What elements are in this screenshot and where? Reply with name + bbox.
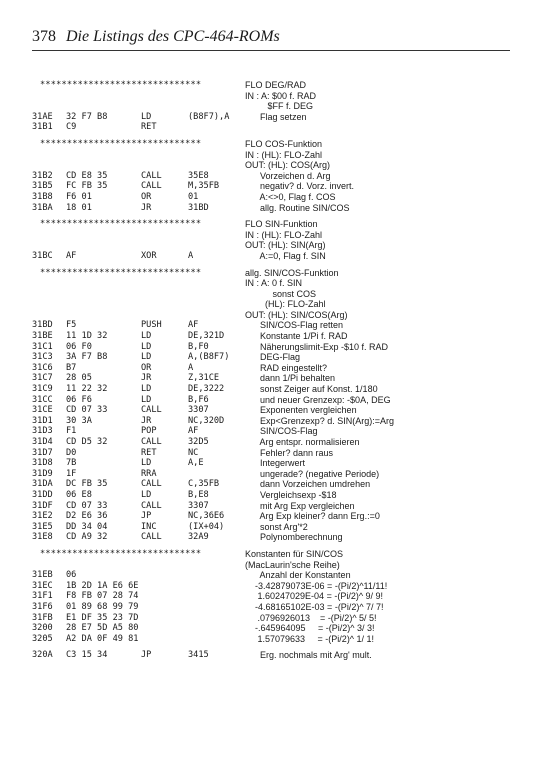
opcode-bytes: E1 DF 35 23 7D — [66, 612, 139, 623]
listing-line — [32, 395, 510, 406]
listing-line — [32, 560, 510, 571]
listing-line — [32, 342, 510, 353]
page-number: 378 — [32, 28, 56, 45]
opcode-bytes: 01 89 68 99 79 — [66, 601, 139, 612]
listing-line — [32, 310, 510, 321]
operand: (IX+04) — [188, 521, 225, 532]
listing-line — [32, 522, 510, 533]
opcode-bytes: 18 01 — [66, 202, 92, 213]
listing-line — [32, 230, 510, 241]
comment: SIN/COS-Flag — [245, 426, 318, 437]
opcode-bytes: CD 07 33 — [66, 500, 108, 511]
mnemonic: CALL — [141, 170, 162, 181]
listing-line — [32, 437, 510, 448]
listing-line — [32, 501, 510, 512]
operand: Z,31CE — [188, 373, 220, 384]
listing-line — [32, 405, 510, 416]
listing-line — [32, 532, 510, 543]
mnemonic: JP — [141, 511, 152, 522]
operand: AF — [188, 320, 199, 331]
operand: 3307 — [188, 405, 209, 416]
listing-line — [32, 549, 510, 560]
address: 31FB — [32, 612, 53, 623]
opcode-bytes: 11 1D 32 — [66, 331, 108, 342]
address: 3200 — [32, 623, 53, 634]
opcode-bytes: 1F — [66, 468, 77, 479]
operand: 01 — [188, 191, 199, 202]
separator: ****************************** — [40, 548, 202, 559]
address: 31F1 — [32, 591, 53, 602]
mnemonic: JP — [141, 650, 152, 661]
comment: Näherungslimit-Exp -$10 f. RAD — [245, 341, 389, 352]
page-header — [32, 28, 280, 46]
comment: Exp<Grenzexp? d. SIN(Arg):=Arg — [245, 415, 395, 426]
operand: 31BD — [188, 202, 209, 213]
listing-line — [32, 160, 510, 171]
mnemonic: XOR — [141, 250, 157, 261]
opcode-bytes: F5 — [66, 320, 77, 331]
listing-line — [32, 112, 510, 123]
mnemonic: CALL — [141, 500, 162, 511]
listing-line — [32, 416, 510, 427]
operand: 3307 — [188, 500, 209, 511]
operand: A — [188, 250, 194, 261]
address: 31BE — [32, 331, 53, 342]
listing-line — [32, 650, 510, 661]
address: 31BA — [32, 202, 53, 213]
opcode-bytes: F6 01 — [66, 191, 92, 202]
listing-line — [32, 240, 510, 251]
mnemonic: LD — [141, 384, 152, 395]
listing-line — [32, 181, 510, 192]
opcode-bytes: 7B — [66, 458, 77, 469]
mnemonic: CALL — [141, 405, 162, 416]
listing-line — [32, 602, 510, 613]
operand: DE,321D — [188, 331, 225, 342]
opcode-bytes: CD 07 33 — [66, 405, 108, 416]
comment: Polynomberechnung — [245, 532, 343, 543]
opcode-bytes: D2 E6 36 — [66, 511, 108, 522]
operand: 3415 — [188, 650, 209, 661]
listing-line — [32, 490, 510, 501]
page-title: Die Listings des CPC-464-ROMs — [66, 28, 280, 45]
mnemonic: CALL — [141, 437, 162, 447]
comment: Konstante 1/Pi f. RAD — [245, 331, 348, 342]
comment: $FF f. DEG — [245, 101, 314, 112]
address: 31C3 — [32, 352, 53, 363]
comment: negativ? d. Vorz. invert. — [245, 181, 355, 192]
listing-line — [32, 91, 510, 102]
address: 31C7 — [32, 373, 53, 384]
opcode-bytes: 28 E7 5D A5 80 — [66, 623, 139, 634]
separator: ****************************** — [40, 219, 202, 230]
listing-line — [32, 613, 510, 624]
comment: RAD eingestellt? — [245, 362, 328, 373]
operand: C,35FB — [188, 479, 220, 490]
mnemonic: POP — [141, 426, 157, 437]
comment: A:<>0, Flag f. COS — [245, 191, 336, 202]
listing-block — [32, 219, 510, 261]
opcode-bytes: CD D5 32 — [66, 437, 108, 447]
comment: OUT: (HL): SIN(Arg) — [245, 240, 326, 251]
mnemonic: LD — [141, 489, 152, 500]
comment: sonst Arg'*2 — [245, 521, 308, 532]
comment: und neuer Grenzexp: -$0A, DEG — [245, 394, 391, 405]
listing-line — [32, 426, 510, 437]
mnemonic: LD — [141, 331, 152, 342]
comment: Vergleichsexp -$18 — [245, 489, 337, 500]
listing-line — [32, 479, 510, 490]
header-rule — [32, 50, 510, 51]
opcode-bytes: 32 F7 B8 — [66, 111, 108, 122]
listing-line — [32, 448, 510, 459]
comment: A:=0, Flag f. SIN — [245, 250, 326, 261]
comment: FLO COS-Funktion — [245, 138, 323, 149]
comment: Anzahl der Konstanten — [245, 570, 351, 581]
comment: (HL): FLO-Zahl — [245, 299, 326, 310]
separator: ****************************** — [40, 80, 202, 90]
address: 31DD — [32, 489, 53, 500]
opcode-bytes: AF — [66, 250, 77, 261]
mnemonic: RRA — [141, 468, 157, 479]
address: 31BC — [32, 250, 53, 261]
opcode-bytes: CD A9 32 — [66, 532, 108, 543]
listing-line — [32, 122, 510, 133]
mnemonic: PUSH — [141, 320, 162, 331]
comment: Flag setzen — [245, 111, 307, 122]
listing-line — [32, 150, 510, 161]
address: 320A — [32, 650, 53, 661]
comment: IN : (HL): FLO-Zahl — [245, 229, 323, 240]
mnemonic: INC — [141, 521, 157, 532]
operand: B,F6 — [188, 394, 209, 405]
operand: 32A9 — [188, 532, 209, 543]
comment: IN : (HL): FLO-Zahl — [245, 149, 323, 160]
listing-line — [32, 331, 510, 342]
operand: B,F0 — [188, 341, 209, 352]
opcode-bytes: C3 15 34 — [66, 650, 108, 661]
opcode-bytes: 11 22 32 — [66, 384, 108, 395]
address: 31E5 — [32, 521, 53, 532]
comment: dann 1/Pi behalten — [245, 373, 336, 384]
mnemonic: LD — [141, 394, 152, 405]
comment: FLO DEG/RAD — [245, 80, 307, 90]
opcode-bytes: FC FB 35 — [66, 181, 108, 192]
address: 31B1 — [32, 122, 53, 133]
operand: NC — [188, 447, 199, 458]
opcode-bytes: 06 F6 — [66, 394, 92, 405]
comment: IN : A: 0 f. SIN — [245, 278, 303, 289]
operand: M,35FB — [188, 181, 220, 192]
listing-block — [32, 139, 510, 213]
address: 31C9 — [32, 384, 53, 395]
listing-line — [32, 299, 510, 310]
listing-line — [32, 384, 510, 395]
listing-line — [32, 623, 510, 634]
address: 31B2 — [32, 170, 53, 181]
address: 31E8 — [32, 532, 53, 543]
opcode-bytes: F1 — [66, 426, 77, 437]
comment: Arg entspr. normalisieren — [245, 437, 360, 447]
opcode-bytes: 28 05 — [66, 373, 92, 384]
address: 31B8 — [32, 191, 53, 202]
listing-line — [32, 268, 510, 279]
listing-line — [32, 373, 510, 384]
mnemonic: RET — [141, 122, 157, 133]
address: 31F6 — [32, 601, 53, 612]
listing-line — [32, 139, 510, 150]
comment: .0796926013 = -(Pi/2)^ 5/ 5! — [245, 612, 377, 623]
address: 31D1 — [32, 415, 53, 426]
mnemonic: CALL — [141, 181, 162, 192]
listing-line — [32, 289, 510, 300]
operand: B,E8 — [188, 489, 209, 500]
comment: 1.60247029E-04 = -(Pi/2)^ 9/ 9! — [245, 591, 384, 602]
opcode-bytes: 06 — [66, 570, 77, 581]
operand: NC,320D — [188, 415, 225, 426]
comment: -4.68165102E-03 = -(Pi/2)^ 7/ 7! — [245, 601, 384, 612]
operand: 32D5 — [188, 437, 209, 447]
operand: NC,36E6 — [188, 511, 225, 522]
mnemonic: JR — [141, 202, 152, 213]
listing-line — [32, 251, 510, 262]
separator: ****************************** — [40, 138, 202, 149]
opcode-bytes: 3A F7 B8 — [66, 352, 108, 363]
comment: Erg. nochmals mit Arg' mult. — [245, 650, 372, 661]
comment: sonst Zeiger auf Konst. 1/180 — [245, 384, 378, 395]
comment: -3.42879073E-06 = -(Pi/2)^11/11! — [245, 580, 388, 591]
opcode-bytes: 30 3A — [66, 415, 92, 426]
comment: Konstanten für SIN/COS — [245, 548, 344, 559]
address: 31CE — [32, 405, 53, 416]
comment: dann Vorzeichen umdrehen — [245, 479, 371, 490]
address: 31AE — [32, 111, 53, 122]
listing-block — [32, 80, 510, 133]
operand: A,E — [188, 458, 204, 469]
mnemonic: OR — [141, 362, 152, 373]
mnemonic: OR — [141, 191, 152, 202]
operand: 35E8 — [188, 170, 209, 181]
address: 31EC — [32, 580, 53, 591]
mnemonic: CALL — [141, 479, 162, 490]
address: 31B5 — [32, 181, 53, 192]
mnemonic: LD — [141, 352, 152, 363]
opcode-bytes: B7 — [66, 362, 77, 373]
listing-line — [32, 101, 510, 112]
comment: Fehler? dann raus — [245, 447, 334, 458]
listing-line — [32, 581, 510, 592]
listing-line — [32, 591, 510, 602]
comment: allg. Routine SIN/COS — [245, 202, 350, 213]
comment: DEG-Flag — [245, 352, 301, 363]
listing-line — [32, 570, 510, 581]
operand: AF — [188, 426, 199, 437]
mnemonic: JR — [141, 415, 152, 426]
address: 31D9 — [32, 468, 53, 479]
address: 31D4 — [32, 437, 53, 447]
listing-line — [32, 203, 510, 214]
listing-line — [32, 80, 510, 91]
mnemonic: JR — [141, 373, 152, 384]
address: 31DA — [32, 479, 53, 490]
listing-line — [32, 219, 510, 230]
opcode-bytes: DD 34 04 — [66, 521, 108, 532]
opcode-bytes: F8 FB 07 28 74 — [66, 591, 139, 602]
listing-line — [32, 634, 510, 645]
listing-line — [32, 469, 510, 480]
operand: (B8F7),A — [188, 111, 230, 122]
mnemonic: CALL — [141, 532, 162, 543]
address: 31D8 — [32, 458, 53, 469]
comment: OUT: (HL): SIN/COS(Arg) — [245, 309, 348, 320]
opcode-bytes: CD E8 35 — [66, 170, 108, 181]
mnemonic: RET — [141, 447, 157, 458]
comment: IN : A: $00 f. RAD — [245, 90, 317, 101]
opcode-bytes: 06 F0 — [66, 341, 92, 352]
listing-line — [32, 458, 510, 469]
address: 31DF — [32, 500, 53, 511]
listing-line — [32, 320, 510, 331]
listing-line — [32, 511, 510, 522]
comment: (MacLaurin'sche Reihe) — [245, 559, 340, 570]
mnemonic: LD — [141, 111, 152, 122]
address: 31C6 — [32, 362, 53, 373]
listing-line — [32, 192, 510, 203]
opcode-bytes: C9 — [66, 122, 77, 133]
listing-line — [32, 352, 510, 363]
address: 31EB — [32, 570, 53, 581]
comment: ungerade? (negative Periode) — [245, 468, 380, 479]
opcode-bytes: A2 DA 0F 49 81 — [66, 633, 139, 644]
listing-block — [32, 549, 510, 644]
mnemonic: LD — [141, 341, 152, 352]
comment: sonst COS — [245, 288, 317, 299]
comment: allg. SIN/COS-Funktion — [245, 267, 339, 278]
address: 31C1 — [32, 341, 53, 352]
opcode-bytes: D0 — [66, 447, 77, 458]
listing-block — [32, 268, 510, 543]
address: 31E2 — [32, 511, 53, 522]
listing-line — [32, 363, 510, 374]
address: 3205 — [32, 633, 53, 644]
operand: A,(B8F7) — [188, 352, 230, 363]
listing-line — [32, 278, 510, 289]
comment: SIN/COS-Flag retten — [245, 320, 344, 331]
assembly-listing — [32, 80, 510, 661]
listing-block — [32, 650, 510, 661]
address: 31D3 — [32, 426, 53, 437]
listing-line — [32, 171, 510, 182]
comment: mit Arg Exp vergleichen — [245, 500, 355, 511]
comment: -.645964095 = -(Pi/2)^ 3/ 3! — [245, 623, 375, 634]
comment: Exponenten vergleichen — [245, 405, 357, 416]
comment: Arg Exp kleiner? dann Erg.:=0 — [245, 511, 380, 522]
operand: DE,3222 — [188, 384, 225, 395]
mnemonic: LD — [141, 458, 152, 469]
comment: Vorzeichen d. Arg — [245, 170, 331, 181]
address: 31D7 — [32, 447, 53, 458]
comment: 1.57079633 = -(Pi/2)^ 1/ 1! — [245, 633, 375, 644]
operand: A — [188, 362, 194, 373]
opcode-bytes: 06 E8 — [66, 489, 92, 500]
opcode-bytes: DC FB 35 — [66, 479, 108, 490]
opcode-bytes: 1B 2D 1A E6 6E — [66, 580, 139, 591]
address: 31CC — [32, 394, 53, 405]
separator: ****************************** — [40, 267, 202, 278]
comment: FLO SIN-Funktion — [245, 219, 318, 230]
address: 31BD — [32, 320, 53, 331]
comment: Integerwert — [245, 458, 306, 469]
comment: OUT: (HL): COS(Arg) — [245, 160, 331, 171]
